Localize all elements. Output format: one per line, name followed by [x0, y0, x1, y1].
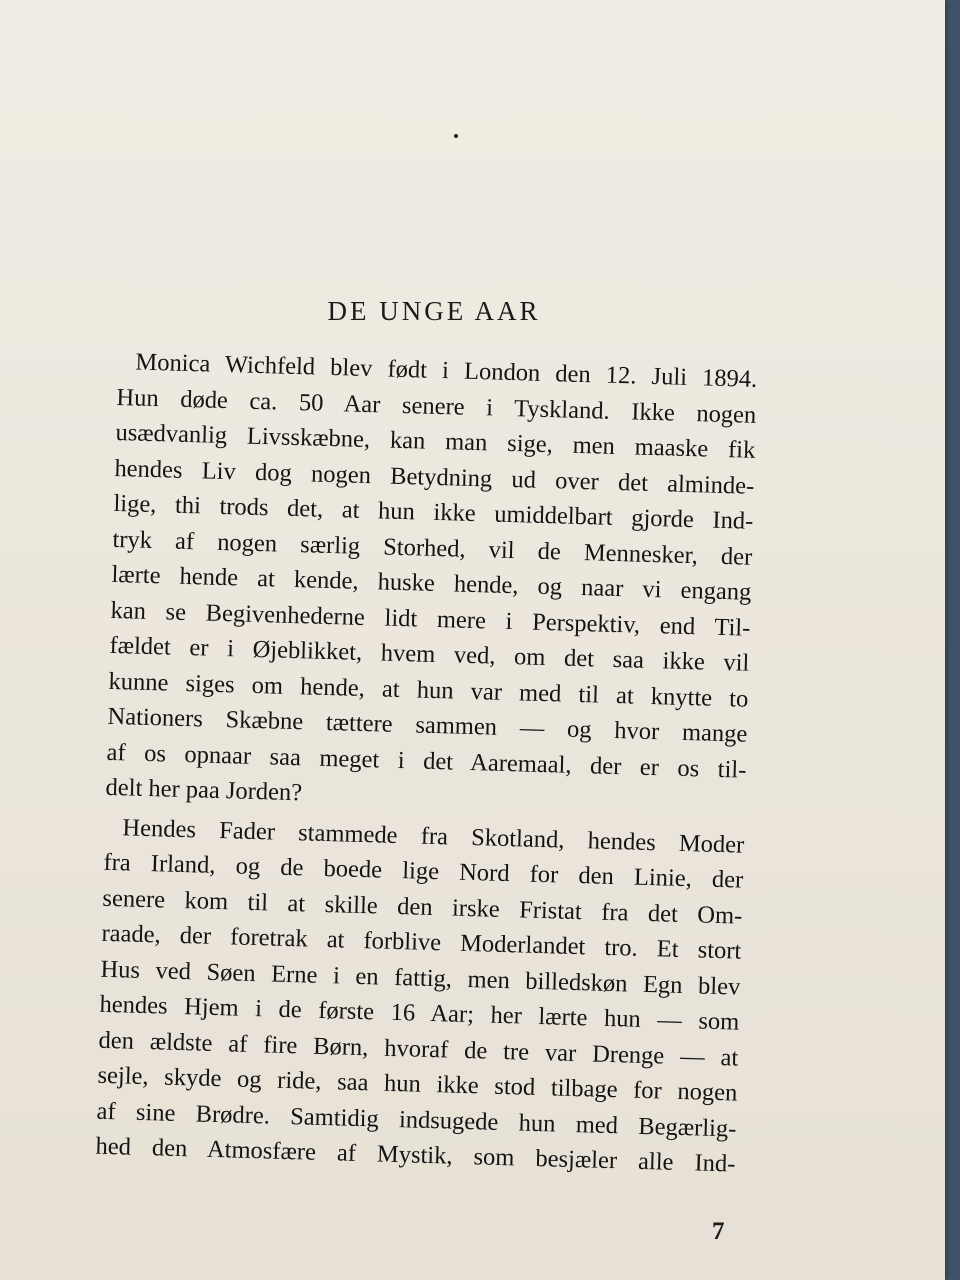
text-line: delt her paa Jorden?	[105, 773, 303, 807]
paragraph-2	[95, 809, 745, 1182]
text-line: hendes Liv dog nogen Betydning ud over det alminde-	[114, 454, 755, 500]
body-text	[95, 344, 758, 1182]
text-line: sejle, skyde og ride, saa hun ikke stod tilbage for nogen	[97, 1061, 738, 1107]
text-line: Hun døde ca. 50 Aar senere i Tyskland. Ikke nogen	[116, 383, 757, 429]
text-line: hed den Atmosfære af Mystik, som besjæler alle Ind-	[95, 1132, 736, 1178]
page-number: 7	[712, 1218, 725, 1245]
text-line: fældet er i Øjeblikket, hvem ved, om det saa ikke vil	[109, 631, 750, 677]
text-line: usædvanlig Livsskæbne, kan man sige, men maaske fik	[115, 418, 756, 464]
text-line: af sine Brødre. Samtidig indsugede hun med Begærlig-	[96, 1097, 737, 1143]
text-line: Hendes Fader stammede fra Skotland, hendes Moder	[122, 813, 745, 859]
text-line: Hus ved Søen Erne i en fattig, men billedskøn Egn blev	[100, 955, 741, 1001]
text-line: raade, der foretrak at forblive Moderlandet tro. Et stort	[101, 919, 742, 965]
paragraph-1	[105, 344, 758, 823]
text-line: hendes Hjem i de første 16 Aar; her lærte hun — som	[99, 990, 740, 1036]
text-line: Nationers Skæbne tættere sammen — og hvor mange	[107, 702, 748, 748]
text-line: fra Irland, og de boede lige Nord for den Linie, der	[103, 848, 744, 894]
text-line: lærte hende at kende, huske hende, og naar vi engang	[111, 560, 752, 606]
text-line: af os opnaar saa meget i det Aaremaal, der er os til-	[106, 738, 747, 784]
text-line: tryk af nogen særlig Storhed, vil de Mennesker, der	[112, 525, 753, 571]
text-line: kunne siges om hende, at hun var med til at knytte to	[108, 667, 749, 713]
text-line: lige, thi trods det, at hun ikke umiddelbart gjorde Ind-	[113, 489, 754, 535]
ornament-dot	[454, 134, 458, 138]
text-line: kan se Begivenhederne lidt mere i Perspektiv, end Til-	[110, 596, 751, 642]
text-line: den ældste af fire Børn, hvoraf de tre var Drenge — at	[98, 1026, 739, 1072]
text-line: Monica Wichfeld blev født i London den 12. Juli 1894.	[135, 348, 758, 393]
text-line: senere kom til at skille den irske Fristat fra det Om-	[102, 884, 743, 930]
chapter-title: DE UNGE AAR	[327, 296, 541, 326]
